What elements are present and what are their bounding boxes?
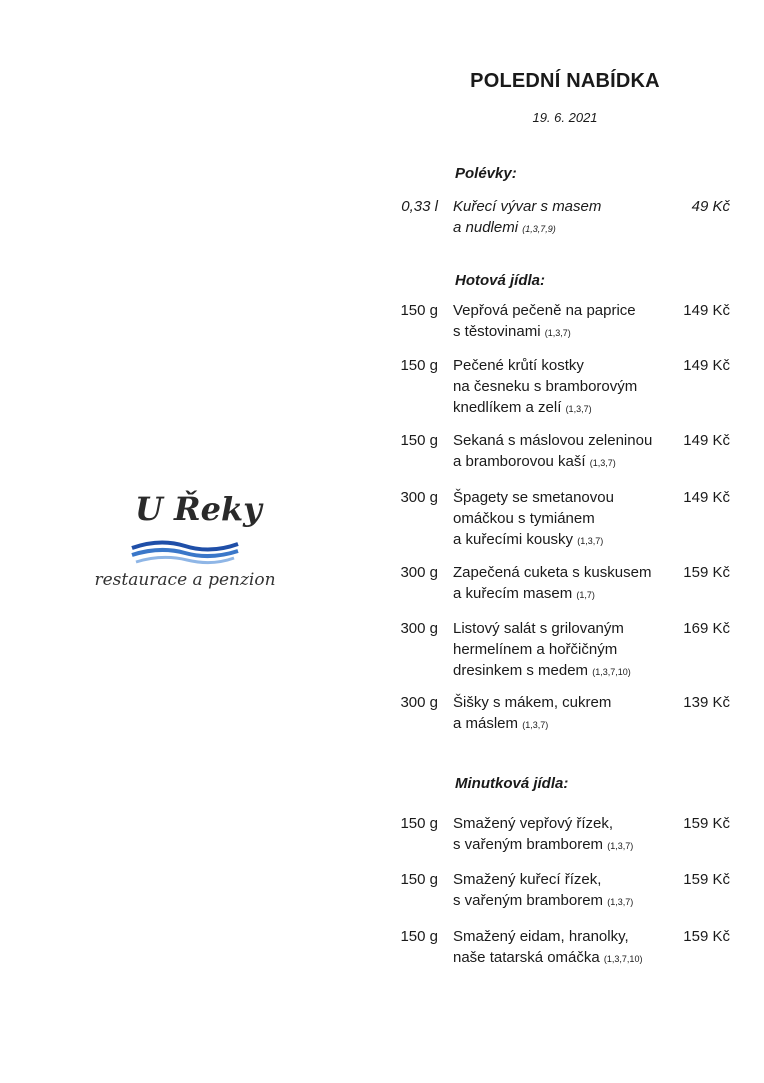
item-price: 149 Kč <box>683 357 730 374</box>
section-ready-meals-title: Hotová jídla: <box>455 272 546 289</box>
wave-bottom <box>136 557 234 562</box>
item-price: 149 Kč <box>683 489 730 506</box>
item-name: Smažený vepřový řízek, s vařeným bramborem (1,3,7) <box>453 815 634 853</box>
item-quantity: 150 g <box>400 357 438 374</box>
section-minute-meals-title: Minutková jídla: <box>455 775 569 792</box>
item-name: Kuřecí vývar s masem a nudlemi (1,3,7,9) <box>453 198 602 236</box>
item-name: Pečené krůtí kostky na česneku s bramborovým knedlíkem a zelí (1,3,7) <box>453 357 638 416</box>
item-price: 159 Kč <box>683 871 730 888</box>
item-quantity: 300 g <box>400 620 438 637</box>
item-quantity: 300 g <box>400 694 438 711</box>
item-price: 159 Kč <box>683 815 730 832</box>
item-name: Vepřová pečeně na paprice s těstovinami (1,3,7) <box>453 302 636 340</box>
item-quantity: 300 g <box>400 564 438 581</box>
item-allergens: (1,3,7,9) <box>522 224 556 234</box>
logo-subtitle: restaurace a penzion <box>94 570 276 590</box>
item-allergens: (1,3,7) <box>565 404 592 414</box>
item-allergens: (1,3,7) <box>607 841 634 851</box>
section-soups-title: Polévky: <box>455 165 517 182</box>
item-quantity: 150 g <box>400 302 438 319</box>
item-allergens: (1,3,7) <box>544 328 571 338</box>
item-name: Smažený eidam, hranolky, naše tatarská omáčka (1,3,7,10) <box>453 928 643 966</box>
item-quantity: 300 g <box>400 489 438 506</box>
item-price: 159 Kč <box>683 928 730 945</box>
item-quantity: 0,33 l <box>401 198 438 215</box>
item-price: 169 Kč <box>683 620 730 637</box>
item-quantity: 150 g <box>400 432 438 449</box>
menu-date: 19. 6. 2021 <box>532 110 598 125</box>
waves-icon <box>130 538 240 568</box>
item-quantity: 150 g <box>400 928 438 945</box>
item-price: 49 Kč <box>691 198 730 215</box>
item-name: Šišky s mákem, cukrem a máslem (1,3,7) <box>453 694 612 732</box>
item-name: Sekaná s máslovou zeleninou a bramborovou kaší (1,3,7) <box>453 432 653 470</box>
page-title: POLEDNÍ NABÍDKA <box>470 70 660 92</box>
wave-middle <box>132 550 238 556</box>
item-allergens: (1,3,7,10) <box>592 667 631 677</box>
item-allergens: (1,3,7) <box>607 897 634 907</box>
item-allergens: (1,7) <box>576 590 595 600</box>
item-name: Listový salát s grilovaným hermelínem a hořčičným dresinkem s medem (1,3,7,10) <box>453 620 631 679</box>
item-price: 159 Kč <box>683 564 730 581</box>
logo-name: U Řeky <box>135 490 262 528</box>
wave-top <box>132 542 238 549</box>
item-name: Špagety se smetanovou omáčkou s tymiánem a kuřecími kousky (1,3,7) <box>453 489 614 548</box>
item-name: Smažený kuřecí řízek, s vařeným bramborem (1,3,7) <box>453 871 634 909</box>
item-price: 149 Kč <box>683 432 730 449</box>
item-allergens: (1,3,7) <box>577 536 604 546</box>
item-quantity: 150 g <box>400 815 438 832</box>
item-price: 149 Kč <box>683 302 730 319</box>
item-name: Zapečená cuketa s kuskusem a kuřecím masem (1,7) <box>453 564 652 602</box>
item-allergens: (1,3,7) <box>522 720 549 730</box>
item-allergens: (1,3,7) <box>589 458 616 468</box>
item-allergens: (1,3,7,10) <box>603 954 643 964</box>
item-price: 139 Kč <box>683 694 730 711</box>
restaurant-logo <box>80 490 290 610</box>
item-quantity: 150 g <box>400 871 438 888</box>
